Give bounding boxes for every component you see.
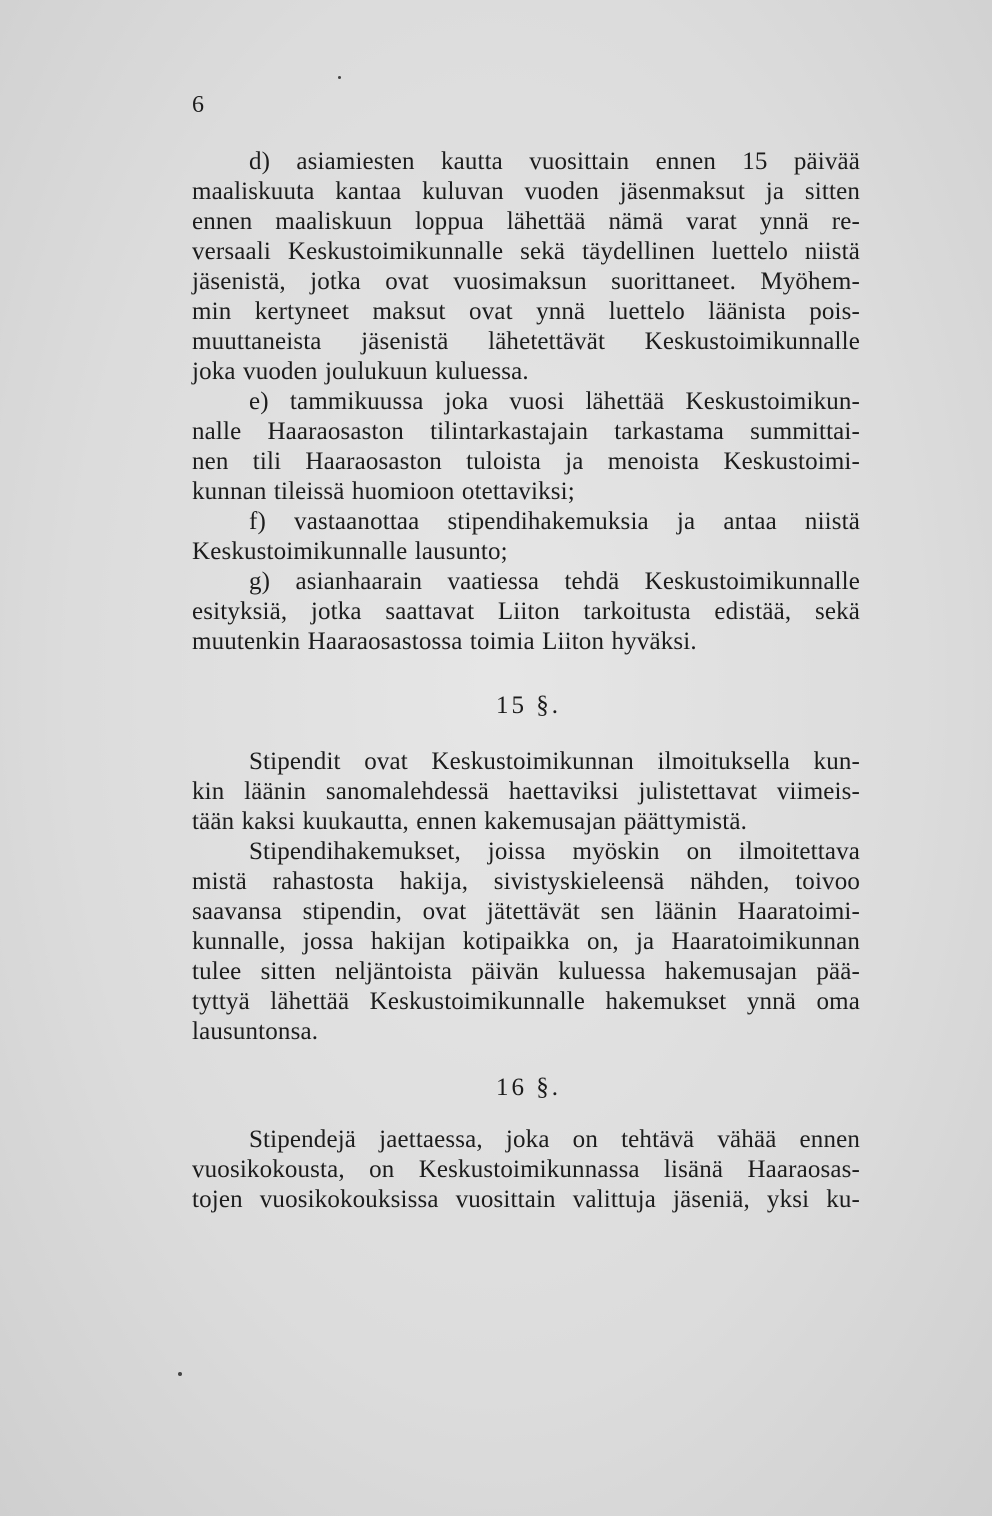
page-number: 6 <box>192 92 204 118</box>
text-line: lausuntonsa. <box>192 1018 319 1045</box>
text-line: e) tammikuussa joka vuosi lähettää Keskustoimikun- <box>249 388 860 415</box>
text-line: f) vastaanottaa stipendihakemuksia ja antaa niistä <box>249 508 860 535</box>
text-line: Keskustoimikunnalle lausunto; <box>192 538 508 565</box>
scan-speck <box>338 76 341 79</box>
text-line: versaali Keskustoimikunnalle sekä täydellinen luettelo niistä <box>192 238 860 265</box>
text-line: vuosikokousta, on Keskustoimikunnassa lisänä Haaraosas- <box>192 1156 860 1183</box>
text-line: Stipendit ovat Keskustoimikunnan ilmoituksella kun- <box>249 748 860 775</box>
paragraph-block-items <box>192 147 860 657</box>
text-line: nalle Haaraosaston tilintarkastajain tarkastama summittai- <box>192 418 860 445</box>
text-line: muutenkin Haaraosastossa toimia Liiton hyväksi. <box>192 628 697 655</box>
text-line: kin läänin sanomalehdessä haettaviksi julistettavat viimeis- <box>192 778 860 805</box>
text-line: Stipendihakemukset, joissa myöskin on ilmoitettava <box>249 838 860 865</box>
text-line: g) asianhaarain vaatiessa tehdä Keskustoimikunnalle <box>249 568 860 595</box>
text-line: tään kaksi kuukautta, ennen kakemusajan päättymistä. <box>192 808 747 835</box>
text-line: d) asiamiesten kautta vuosittain ennen 15 päivää <box>249 148 860 175</box>
text-line: maaliskuuta kantaa kuluvan vuoden jäsenmaksut ja sitten <box>192 178 860 205</box>
paragraph-block-section-16 <box>192 1125 860 1215</box>
text-line: nen tili Haaraosaston tuloista ja menoista Keskustoimi- <box>192 448 860 475</box>
text-line: muuttaneista jäsenistä lähetettävät Keskustoimikunnalle <box>192 328 860 355</box>
text-line: kunnalle, jossa hakijan kotipaikka on, ja Haaratoimikunnan <box>192 928 860 955</box>
text-line: tojen vuosikokouksissa vuosittain valittuja jäseniä, yksi ku- <box>192 1186 860 1213</box>
text-line: joka vuoden joulukuun kuluessa. <box>192 358 529 385</box>
scan-speck <box>178 1372 182 1376</box>
text-line: jäsenistä, jotka ovat vuosimaksun suorittaneet. Myöhem- <box>192 268 860 295</box>
text-line: ennen maaliskuun loppua lähettää nämä varat ynnä re- <box>192 208 860 235</box>
text-line: Stipendejä jaettaessa, joka on tehtävä vähää ennen <box>249 1126 860 1153</box>
section-heading-16: 16 §. <box>496 1074 561 1101</box>
paragraph-block-section-15 <box>192 747 860 1047</box>
text-line: tyttyä lähettää Keskustoimikunnalle hakemukset ynnä oma <box>192 988 860 1015</box>
text-line: mistä rahastosta hakija, sivistyskieleensä nähden, toivoo <box>192 868 860 895</box>
section-heading-15: 15 §. <box>496 692 561 719</box>
text-line: saavansa stipendin, ovat jätettävät sen läänin Haaratoimi- <box>192 898 860 925</box>
text-line: kunnan tileissä huomioon otettaviksi; <box>192 478 575 505</box>
text-line: esityksiä, jotka saattavat Liiton tarkoitusta edistää, sekä <box>192 598 860 625</box>
text-line: tulee sitten neljäntoista päivän kuluessa hakemusajan pää- <box>192 958 860 985</box>
text-line: min kertyneet maksut ovat ynnä luettelo läänista pois- <box>192 298 860 325</box>
